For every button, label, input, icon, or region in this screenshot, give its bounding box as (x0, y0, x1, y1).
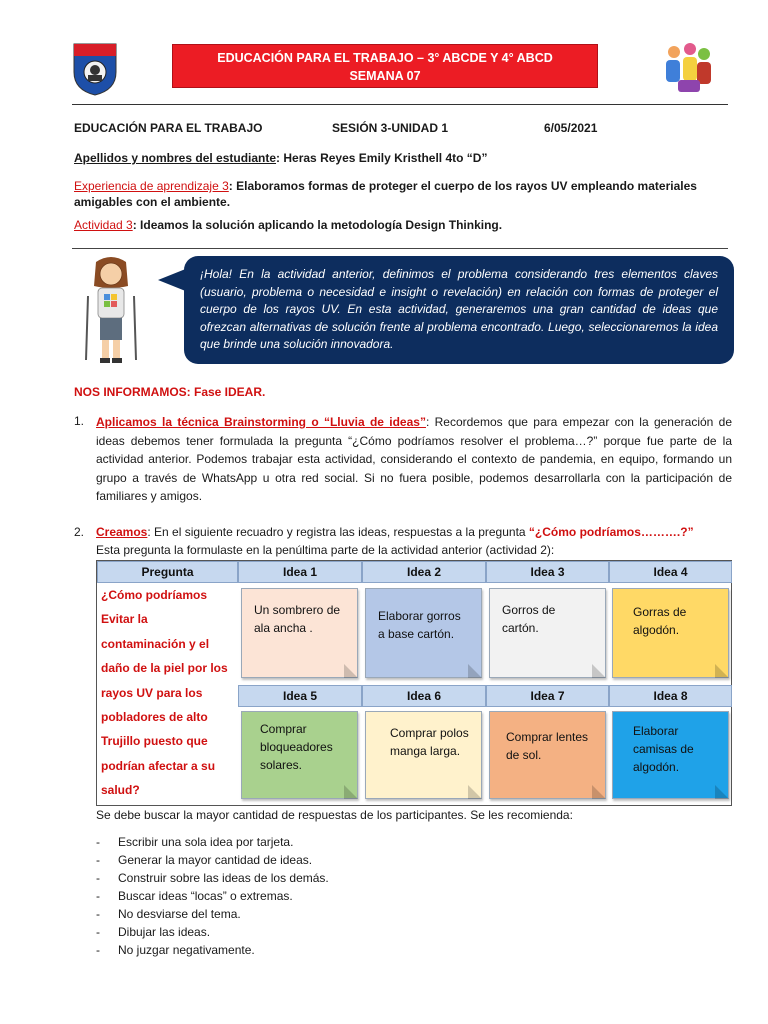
idea-2-note: Elaborar gorros a base cartón. (365, 588, 482, 678)
experience-text: : Elaboramos formas de proteger el cuerpo de los rayos UV empleando materiales amigables con el ambiente. (74, 179, 697, 209)
idea-7-note: Comprar lentes de sol. (489, 711, 606, 799)
kids-illustration (660, 40, 716, 96)
recommendation-item: - Dibujar las ideas. (96, 923, 696, 941)
activity-line (74, 217, 734, 233)
school-logo (72, 42, 118, 96)
item-2-subtext: Esta pregunta la formulaste en la penúltima parte de la actividad anterior (actividad 2): (96, 543, 555, 557)
item-1-number: 1. (74, 414, 85, 428)
idea-4-note: Gorras de algodón. (612, 588, 729, 678)
section-divider (72, 248, 728, 249)
recommendation-item: - Escribir una sola idea por tarjeta. (96, 833, 696, 851)
note-fold-corner (592, 785, 606, 799)
section-heading: NOS INFORMAMOS: Fase IDEAR. (74, 385, 266, 399)
speech-bubble: ¡Hola! En la actividad anterior, definimos el problema considerando tres elementos claves (usuario, problema o necesidad e insight o revelación) en relación con formas de proteger el cuerpo de los rayos UV. En esta actividad, generaremos una gran cantidad de ideas que ofrezcan alternativas de solución frente al problema encontrado. Luego, seleccionaremos la idea que brinde una solución innovadora. (184, 256, 734, 364)
note-fold-corner (468, 785, 482, 799)
idea-5-note: Comprar bloqueadores solares. (241, 711, 358, 799)
session-name: SESIÓN 3-UNIDAD 1 (332, 121, 449, 135)
question-header: Pregunta (97, 561, 238, 583)
recommendation-list (96, 833, 696, 959)
student-name: : Heras Reyes Emily Kristhell 4to “D” (276, 151, 488, 165)
recommendation-item: - No juzgar negativamente. (96, 941, 696, 959)
note-fold-corner (592, 664, 606, 678)
student-girl-illustration (78, 256, 144, 366)
session-date: 6/05/2021 (544, 121, 598, 135)
idea-2-header: Idea 2 (362, 561, 486, 583)
idea-4-header: Idea 4 (609, 561, 732, 583)
idea-6-header: Idea 6 (362, 685, 486, 707)
recommendation-item: - Construir sobre las ideas de los demás. (96, 869, 696, 887)
title-line-1: EDUCACIÓN PARA EL TRABAJO – 3° ABCDE Y 4° ABCD (217, 51, 553, 65)
idea-5-header: Idea 5 (238, 685, 362, 707)
recommendation-item: - No desviarse del tema. (96, 905, 696, 923)
activity-text: : Ideamos la solución aplicando la metodología Design Thinking. (132, 218, 503, 232)
document-title-banner (172, 44, 598, 88)
idea-1-note: Un sombrero de ala ancha . (241, 588, 358, 678)
idea-8-note: Elaborar camisas de algodón. (612, 711, 729, 799)
experience-line (74, 178, 734, 210)
item-2-question: “¿Cómo podríamos……….?” (528, 525, 694, 539)
note-fold-corner (715, 664, 729, 678)
recommendation-item: - Buscar ideas “locas” o extremas. (96, 887, 696, 905)
question-cell: ¿Cómo podríamos Evitar la contaminación y el daño de la piel por los rayos UV para los pobladores de alto Trujillo puesto que podrían afectar a su salud? (101, 588, 228, 798)
student-label: Apellidos y nombres del estudiante (74, 151, 277, 165)
idea-3-header: Idea 3 (486, 561, 609, 583)
note-fold-corner (344, 785, 358, 799)
idea-3-note: Gorros de cartón. (489, 588, 606, 678)
activity-label: Actividad 3 (74, 218, 133, 232)
title-line-2: SEMANA 07 (349, 69, 421, 83)
experience-label: Experiencia de aprendizaje 3 (74, 179, 229, 193)
recommendation-intro: Se debe buscar la mayor cantidad de respuestas de los participantes. Se les recomienda: (96, 808, 573, 822)
item-2-paragraph (96, 524, 736, 540)
item-2-label: Creamos (96, 525, 148, 539)
idea-1-header: Idea 1 (238, 561, 362, 583)
header-divider (72, 104, 728, 105)
note-fold-corner (344, 664, 358, 678)
item-1-text: : Recordemos que para empezar con la generación de ideas debemos tener formulada la pregunta “¿Cómo podríamos resolver el problema…?” porque fue parte de la actividad anterior. Podemos trabajar esta actividad, considerando el contexto de pandemia, en equipo, formando un grupo a través de WhatsApp u otra red social. Si no fuera posible, podemos desarrollarla con la participación de familiares y amigos. (96, 415, 732, 503)
student-line (74, 150, 734, 166)
idea-7-header: Idea 7 (486, 685, 609, 707)
note-fold-corner (468, 664, 482, 678)
item-1-label: Aplicamos la técnica Brainstorming o “Lluvia de ideas” (96, 415, 426, 429)
idea-6-note: Comprar polos manga larga. (365, 711, 482, 799)
item-1-paragraph (96, 413, 732, 506)
course-name: EDUCACIÓN PARA EL TRABAJO (74, 121, 263, 135)
idea-8-header: Idea 8 (609, 685, 732, 707)
item-2-text: : En el siguiente recuadro y registra las ideas, respuestas a la pregunta (147, 525, 529, 539)
recommendation-item: - Generar la mayor cantidad de ideas. (96, 851, 696, 869)
item-2-number: 2. (74, 525, 85, 539)
note-fold-corner (715, 785, 729, 799)
ideas-table (96, 560, 732, 806)
